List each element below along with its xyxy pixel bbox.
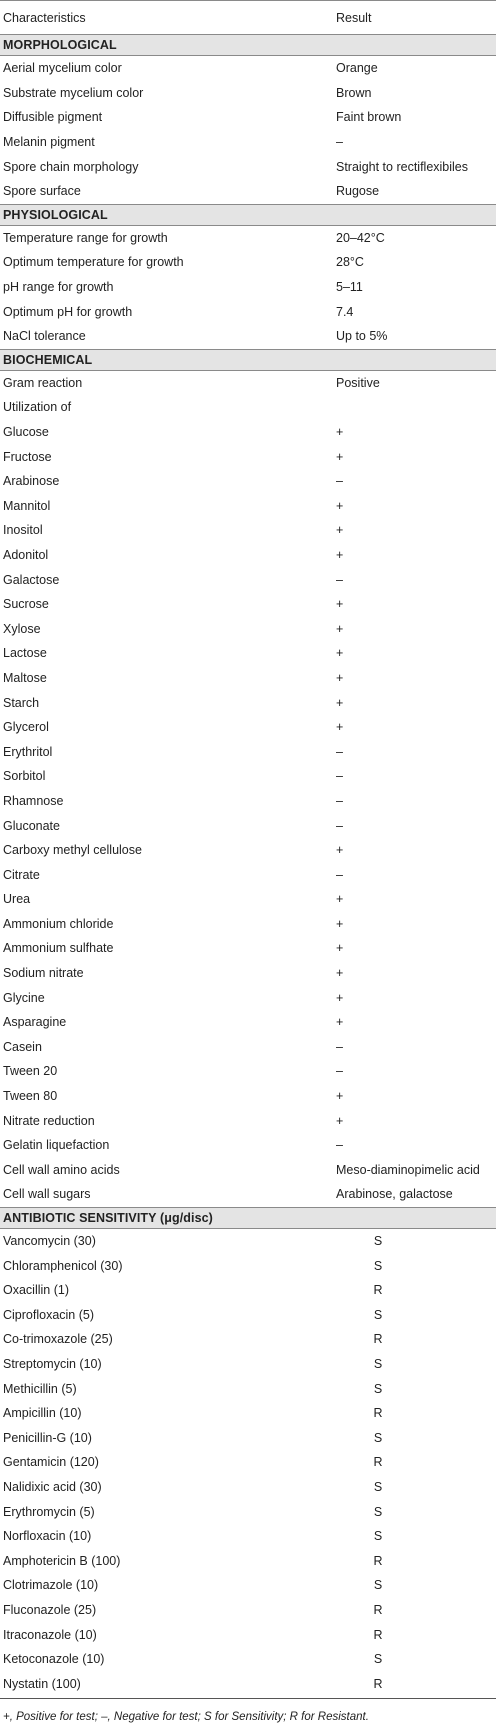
result-cell: + xyxy=(336,1089,344,1104)
characteristic-cell: Optimum pH for growth xyxy=(3,304,133,319)
table-row xyxy=(0,1671,496,1696)
result-cell: + xyxy=(336,597,344,612)
characteristic-cell: Gelatin liquefaction xyxy=(3,1138,110,1153)
result-cell: R xyxy=(373,1332,383,1347)
result-cell: R xyxy=(373,1406,383,1421)
result-cell: S xyxy=(373,1381,383,1396)
characteristic-cell: Erythromycin (5) xyxy=(3,1504,95,1519)
characteristic-cell: Nalidixic acid (30) xyxy=(3,1479,102,1494)
result-cell: S xyxy=(373,1504,383,1519)
header-characteristics: Characteristics xyxy=(3,10,86,25)
characteristic-cell: Ketoconazole (10) xyxy=(3,1652,105,1667)
table-row xyxy=(0,1524,496,1549)
result-cell: + xyxy=(336,892,344,907)
table-row xyxy=(0,56,496,81)
characteristic-cell: Itraconazole (10) xyxy=(3,1627,97,1642)
result-cell: R xyxy=(373,1283,383,1298)
result-cell: S xyxy=(373,1529,383,1544)
result-cell: Faint brown xyxy=(336,110,402,125)
characteristic-cell: Maltose xyxy=(3,670,47,685)
result-cell: + xyxy=(336,720,344,735)
characteristic-cell: Fluconazole (25) xyxy=(3,1602,97,1617)
result-cell: 7.4 xyxy=(336,304,354,319)
table-row xyxy=(0,592,496,617)
result-cell: + xyxy=(336,670,344,685)
table-row xyxy=(0,715,496,740)
characteristic-cell: Tween 80 xyxy=(3,1089,58,1104)
table-row xyxy=(0,739,496,764)
table-footnote: +, Positive for test; –, Negative for test; S for Sensitivity; R for Resistant. xyxy=(3,1711,369,1723)
table-row xyxy=(0,1010,496,1035)
characteristic-cell: Fructose xyxy=(3,449,52,464)
result-cell: – xyxy=(336,572,343,587)
characteristic-cell: Casein xyxy=(3,1039,42,1054)
characteristic-cell: Substrate mycelium color xyxy=(3,85,144,100)
table-row xyxy=(0,912,496,937)
table-row xyxy=(0,1303,496,1328)
result-cell: R xyxy=(373,1627,383,1642)
result-cell: + xyxy=(336,941,344,956)
result-cell: S xyxy=(373,1356,383,1371)
result-cell: – xyxy=(336,769,343,784)
table-row xyxy=(0,1253,496,1278)
result-cell: S xyxy=(373,1258,383,1273)
result-cell: + xyxy=(336,916,344,931)
result-cell: – xyxy=(336,1138,343,1153)
table-row xyxy=(0,105,496,130)
table-row xyxy=(0,961,496,986)
table-row xyxy=(0,299,496,324)
table-row xyxy=(0,1158,496,1183)
characteristic-cell: Spore chain morphology xyxy=(3,159,139,174)
result-cell: + xyxy=(336,966,344,981)
characteristic-cell: Adonitol xyxy=(3,547,49,562)
section-header: BIOCHEMICAL xyxy=(0,349,496,371)
table-row xyxy=(0,838,496,863)
characteristic-cell: Penicillin-G (10) xyxy=(3,1430,92,1445)
table-row xyxy=(0,1182,496,1207)
result-cell: Arabinose, galactose xyxy=(336,1187,453,1202)
header-result: Result xyxy=(336,10,372,25)
result-cell: – xyxy=(336,1039,343,1054)
table-header xyxy=(0,1,496,34)
result-cell: + xyxy=(336,425,344,440)
table-row xyxy=(0,1278,496,1303)
result-cell: + xyxy=(336,523,344,538)
result-cell: R xyxy=(373,1676,383,1691)
characteristic-cell: Galactose xyxy=(3,572,60,587)
table-row xyxy=(0,275,496,300)
characteristic-cell: Streptomycin (10) xyxy=(3,1356,102,1371)
table-row xyxy=(0,226,496,251)
result-cell: + xyxy=(336,843,344,858)
table-row xyxy=(0,324,496,349)
table-row xyxy=(0,936,496,961)
table-row xyxy=(0,130,496,155)
characteristic-cell: Inositol xyxy=(3,523,43,538)
characteristic-cell: Utilization of xyxy=(3,400,72,415)
result-cell: – xyxy=(336,818,343,833)
result-cell: Positive xyxy=(336,375,380,390)
table-row xyxy=(0,985,496,1010)
characteristic-cell: Glycerol xyxy=(3,720,49,735)
table-row xyxy=(0,1573,496,1598)
characteristic-cell: Vancomycin (30) xyxy=(3,1234,96,1249)
table-row xyxy=(0,616,496,641)
result-cell: + xyxy=(336,547,344,562)
table-row xyxy=(0,1229,496,1254)
result-cell: + xyxy=(336,695,344,710)
characteristic-cell: Sucrose xyxy=(3,597,49,612)
result-cell: S xyxy=(373,1479,383,1494)
characteristic-cell: Asparagine xyxy=(3,1015,67,1030)
characteristic-cell: Sorbitol xyxy=(3,769,46,784)
characteristic-cell: pH range for growth xyxy=(3,280,114,295)
table-row xyxy=(0,1425,496,1450)
section-header: PHYSIOLOGICAL xyxy=(0,204,496,226)
bottom-rule xyxy=(0,1698,496,1699)
table-row xyxy=(0,1647,496,1672)
table-row xyxy=(0,1376,496,1401)
result-cell: – xyxy=(336,474,343,489)
characteristic-cell: Oxacillin (1) xyxy=(3,1283,69,1298)
result-cell: + xyxy=(336,1113,344,1128)
result-cell: R xyxy=(373,1602,383,1617)
table-row xyxy=(0,1598,496,1623)
result-cell: Up to 5% xyxy=(336,329,388,344)
result-cell: S xyxy=(373,1307,383,1322)
table-row xyxy=(0,179,496,204)
characteristic-cell: Ammonium chloride xyxy=(3,916,114,931)
characteristic-cell: Diffusible pigment xyxy=(3,110,103,125)
characteristic-cell: Cell wall amino acids xyxy=(3,1162,120,1177)
table-row xyxy=(0,764,496,789)
characteristic-cell: Aerial mycelium color xyxy=(3,61,122,76)
result-cell: 20–42°C xyxy=(336,230,385,245)
characteristic-cell: Ampicillin (10) xyxy=(3,1406,82,1421)
table-row xyxy=(0,371,496,396)
result-cell: 5–11 xyxy=(336,280,363,295)
characteristic-cell: Gluconate xyxy=(3,818,60,833)
table-row xyxy=(0,395,496,420)
result-cell: + xyxy=(336,498,344,513)
table-row xyxy=(0,1035,496,1060)
result-cell: R xyxy=(373,1455,383,1470)
table-row xyxy=(0,154,496,179)
table-row xyxy=(0,518,496,543)
characteristic-cell: Gram reaction xyxy=(3,375,83,390)
table-row xyxy=(0,1499,496,1524)
characteristic-cell: Ciprofloxacin (5) xyxy=(3,1307,95,1322)
table-row xyxy=(0,789,496,814)
characteristic-cell: Carboxy methyl cellulose xyxy=(3,843,142,858)
result-cell: 28°C xyxy=(336,255,364,270)
table-row xyxy=(0,690,496,715)
table-row xyxy=(0,469,496,494)
characteristic-cell: Sodium nitrate xyxy=(3,966,84,981)
result-cell: Rugose xyxy=(336,184,380,199)
characteristic-cell: Methicillin (5) xyxy=(3,1381,77,1396)
characteristic-cell: Gentamicin (120) xyxy=(3,1455,99,1470)
table-row xyxy=(0,494,496,519)
result-cell: Meso-diaminopimelic acid xyxy=(336,1162,480,1177)
result-cell: S xyxy=(373,1234,383,1249)
table-row xyxy=(0,666,496,691)
characteristic-cell: Spore surface xyxy=(3,184,81,199)
result-cell: + xyxy=(336,646,344,661)
characteristic-cell: Citrate xyxy=(3,867,40,882)
result-cell: + xyxy=(336,990,344,1005)
characteristic-cell: Erythritol xyxy=(3,744,53,759)
characteristic-cell: Co-trimoxazole (25) xyxy=(3,1332,113,1347)
section-header: MORPHOLOGICAL xyxy=(0,34,496,56)
characteristic-cell: Melanin pigment xyxy=(3,135,95,150)
table-row xyxy=(0,1084,496,1109)
table-row xyxy=(0,887,496,912)
table-row xyxy=(0,81,496,106)
result-cell: S xyxy=(373,1652,383,1667)
characteristic-cell: Chloramphenicol (30) xyxy=(3,1258,123,1273)
characteristic-cell: Glucose xyxy=(3,425,49,440)
characteristic-cell: Tween 20 xyxy=(3,1064,58,1079)
table-row xyxy=(0,1327,496,1352)
characteristic-cell: Arabinose xyxy=(3,474,60,489)
table-row xyxy=(0,1548,496,1573)
result-cell: – xyxy=(336,744,343,759)
result-cell: Orange xyxy=(336,61,378,76)
result-cell: Straight to rectiflexibiles xyxy=(336,159,469,174)
result-cell: + xyxy=(336,621,344,636)
characteristic-cell: Starch xyxy=(3,695,40,710)
characteristic-cell: Urea xyxy=(3,892,31,907)
result-cell: + xyxy=(336,449,344,464)
characteristic-cell: Xylose xyxy=(3,621,41,636)
characteristic-cell: Glycine xyxy=(3,990,45,1005)
table-row xyxy=(0,641,496,666)
characteristic-cell: Clotrimazole (10) xyxy=(3,1578,99,1593)
characteristic-cell: Ammonium sulfhate xyxy=(3,941,114,956)
table-row xyxy=(0,1133,496,1158)
result-cell: – xyxy=(336,135,343,150)
result-cell: S xyxy=(373,1578,383,1593)
section-header: ANTIBIOTIC SENSITIVITY (μg/disc) xyxy=(0,1207,496,1229)
characteristic-cell: Mannitol xyxy=(3,498,51,513)
characteristic-cell: Cell wall sugars xyxy=(3,1187,91,1202)
table-row xyxy=(0,1475,496,1500)
table-row xyxy=(0,250,496,275)
characteristic-cell: NaCl tolerance xyxy=(3,329,86,344)
characteristic-cell: Nitrate reduction xyxy=(3,1113,95,1128)
characteristic-cell: Optimum temperature for growth xyxy=(3,255,184,270)
result-cell: – xyxy=(336,793,343,808)
characteristic-cell: Norfloxacin (10) xyxy=(3,1529,92,1544)
table-body xyxy=(0,34,496,1696)
characteristic-cell: Nystatin (100) xyxy=(3,1676,81,1691)
table-row xyxy=(0,567,496,592)
table-row xyxy=(0,444,496,469)
table-row xyxy=(0,1059,496,1084)
result-cell: S xyxy=(373,1430,383,1445)
table-row xyxy=(0,1450,496,1475)
result-cell: – xyxy=(336,867,343,882)
table-row xyxy=(0,543,496,568)
table-row xyxy=(0,1108,496,1133)
table-row xyxy=(0,1622,496,1647)
result-cell: R xyxy=(373,1553,383,1568)
table-row xyxy=(0,813,496,838)
table-row xyxy=(0,862,496,887)
table-row xyxy=(0,1401,496,1426)
characteristic-cell: Rhamnose xyxy=(3,793,64,808)
table-row xyxy=(0,420,496,445)
characteristic-cell: Temperature range for growth xyxy=(3,230,168,245)
table-row xyxy=(0,1352,496,1377)
characteristic-cell: Lactose xyxy=(3,646,47,661)
result-cell: Brown xyxy=(336,85,372,100)
result-cell: – xyxy=(336,1064,343,1079)
characteristic-cell: Amphotericin B (100) xyxy=(3,1553,121,1568)
result-cell: + xyxy=(336,1015,344,1030)
